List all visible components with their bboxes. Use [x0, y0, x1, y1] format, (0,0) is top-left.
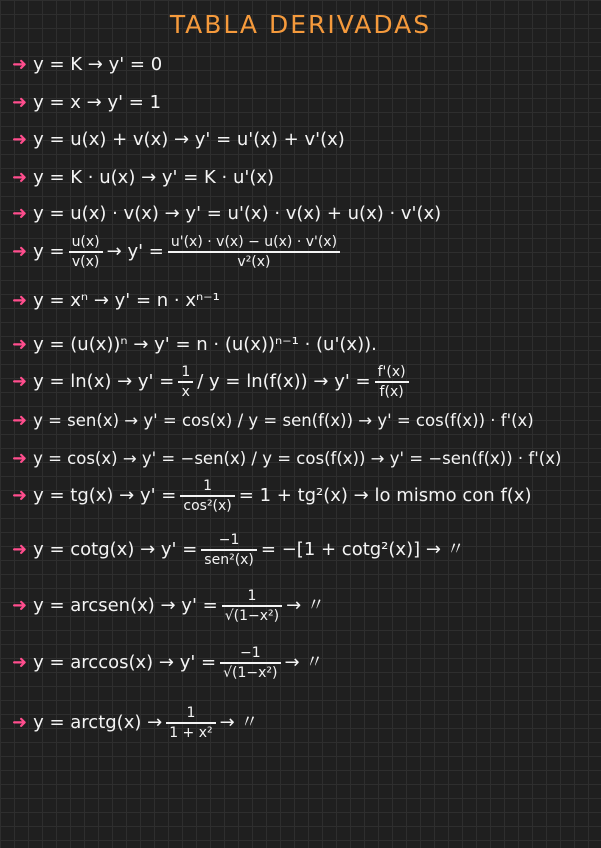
- numerator: 1: [181, 364, 191, 380]
- fraction: [222, 588, 282, 624]
- formula-prefix: y = arcsen(x) → y' =: [33, 594, 218, 616]
- formula-middle: = 1 + tg²(x) → lo mismo con f(x): [238, 484, 532, 506]
- numerator: 1: [203, 478, 213, 494]
- formula-row-tangent: [12, 478, 531, 514]
- formula-row-quotient: [12, 234, 344, 270]
- denominator: x: [181, 383, 190, 400]
- denominator: f(x): [379, 383, 404, 400]
- formula-text: y = xⁿ → y' = n · xⁿ⁻¹: [33, 290, 220, 311]
- fraction: [178, 364, 193, 400]
- formula-prefix: y = arctg(x) →: [33, 711, 163, 733]
- fraction: [375, 364, 409, 400]
- page-title: TABLA DERIVADAS: [169, 10, 432, 39]
- formula-row-constant-product: [12, 167, 274, 189]
- formula-row-cotangent: [12, 532, 465, 568]
- denominator: v(x): [71, 253, 100, 270]
- formula-row-power: [12, 290, 220, 312]
- arrow-icon: ➜: [12, 203, 28, 224]
- numerator: f'(x): [377, 364, 406, 380]
- formula-row-arctangent: [12, 705, 258, 741]
- fraction: [220, 645, 280, 681]
- fraction-bar: [166, 722, 215, 724]
- formula-prefix: y =: [33, 240, 65, 262]
- formula-text: y = sen(x) → y' = cos(x) / y = sen(f(x)) → y' = cos(f(x)) · f'(x): [33, 411, 534, 430]
- arrow-icon: ➜: [12, 129, 28, 150]
- formula-text: y = cos(x) → y' = −sen(x) / y = cos(f(x)) → y' = −sen(f(x)) · f'(x): [33, 449, 562, 468]
- numerator: u'(x) · v(x) − u(x) · v'(x): [170, 234, 338, 250]
- numerator: u(x): [71, 234, 100, 250]
- denominator: cos²(x): [183, 497, 232, 514]
- formula-row-arcsine: [12, 588, 325, 624]
- fraction: [201, 532, 257, 568]
- fraction: [180, 478, 234, 514]
- arrow-icon: ➜: [12, 290, 28, 311]
- arrow-icon: ➜: [12, 54, 28, 75]
- formula-row-chain-power: [12, 334, 377, 356]
- arrow-icon: ➜: [12, 410, 28, 431]
- formula-row-product: [12, 203, 441, 225]
- arrow-icon: ➜: [12, 370, 28, 392]
- formula-row-sine: [12, 410, 534, 432]
- fraction-bar: [375, 381, 409, 383]
- formula-prefix: y = ln(x) → y' =: [33, 370, 175, 392]
- formula-row-cosine: [12, 448, 561, 470]
- denominator: 1 + x²: [169, 724, 213, 741]
- formula-row-identity: [12, 92, 161, 114]
- arrow-icon: ➜: [12, 92, 28, 113]
- arrow-icon: ➜: [12, 538, 28, 560]
- formula-text: y = u(x) · v(x) → y' = u'(x) · v(x) + u(x) · v'(x): [33, 203, 442, 224]
- arrow-icon: ➜: [12, 711, 28, 733]
- formula-middle: → y' =: [106, 240, 164, 262]
- arrow-icon: ➜: [12, 334, 28, 355]
- formula-text: y = K → y' = 0: [33, 54, 163, 75]
- fraction-bar: [69, 251, 103, 253]
- formula-middle: → 〃: [284, 651, 324, 673]
- fraction: [69, 234, 103, 270]
- formula-middle: = −[1 + cotg²(x)] → 〃: [260, 538, 465, 560]
- numerator: −1: [240, 645, 261, 661]
- denominator: √(1−x²): [223, 664, 278, 681]
- formula-text: y = K · u(x) → y' = K · u'(x): [33, 167, 275, 188]
- formula-row-sum: [12, 129, 345, 151]
- numerator: 1: [186, 705, 196, 721]
- fraction-bar: [180, 495, 234, 497]
- formula-middle: → 〃: [219, 711, 259, 733]
- fraction-bar: [201, 549, 257, 551]
- formula-text: y = x → y' = 1: [33, 92, 162, 113]
- denominator: v²(x): [237, 253, 271, 270]
- formula-prefix: y = arccos(x) → y' =: [33, 651, 217, 673]
- fraction-bar: [220, 662, 280, 664]
- denominator: sen²(x): [204, 551, 254, 568]
- fraction-bar: [168, 251, 340, 253]
- fraction: [168, 234, 340, 270]
- formula-text: y = u(x) + v(x) → y' = u'(x) + v'(x): [33, 129, 345, 150]
- arrow-icon: ➜: [12, 651, 28, 673]
- numerator: −1: [218, 532, 240, 548]
- arrow-icon: ➜: [12, 240, 28, 262]
- formula-row-log: [12, 364, 413, 400]
- numerator: 1: [247, 588, 257, 604]
- formula-prefix: y = tg(x) → y' =: [33, 484, 177, 506]
- fraction: [166, 705, 215, 741]
- arrow-icon: ➜: [12, 167, 28, 188]
- arrow-icon: ➜: [12, 484, 28, 506]
- arrow-icon: ➜: [12, 448, 28, 469]
- formula-prefix: y = cotg(x) → y' =: [33, 538, 198, 560]
- denominator: √(1−x²): [224, 607, 280, 624]
- arrow-icon: ➜: [12, 594, 28, 616]
- formula-row-arccosine: [12, 645, 323, 681]
- formula-row-constant: [12, 54, 162, 76]
- fraction-bar: [222, 605, 282, 607]
- formula-middle: → 〃: [286, 594, 325, 616]
- formula-text: y = (u(x))ⁿ → y' = n · (u(x))ⁿ⁻¹ · (u'(x)).: [33, 334, 377, 355]
- formula-middle: / y = ln(f(x)) → y' =: [197, 370, 371, 392]
- fraction-bar: [178, 381, 193, 383]
